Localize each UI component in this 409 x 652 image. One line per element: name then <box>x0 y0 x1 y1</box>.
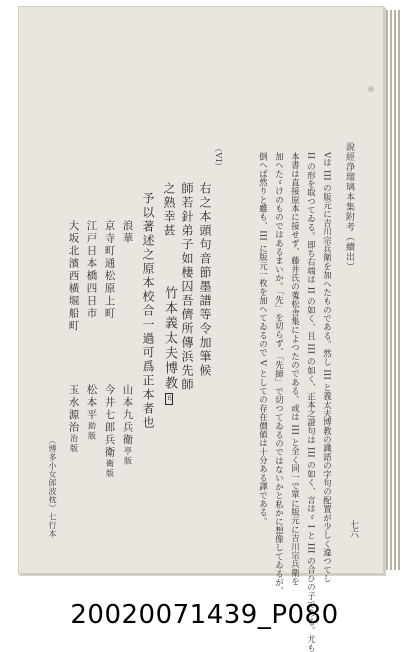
colophon-line: 之熟幸甚 <box>162 182 176 238</box>
colophon-line: 予以著述之原本校合一過可爲正本者也 <box>141 192 155 430</box>
publisher-name: 玉水源治治版 <box>67 384 80 454</box>
text-column: 倒へば然りと雖も、III に版元一枚を加へてゐるので V としての存在價値は十分ある譯である。 <box>258 152 269 526</box>
publisher-name: 松本平助版 <box>85 384 98 442</box>
image-caption: 20020071439_P080 <box>70 600 339 630</box>
page-number: 七六 <box>348 520 358 538</box>
footnote: （博多小女郎波枕）七行本 <box>48 436 57 538</box>
publisher-name: 今井七郎兵衛衛版 <box>103 384 116 479</box>
author-name: 竹本義太夫博教 <box>162 286 177 391</box>
binding-hole <box>368 86 374 92</box>
colophon-line: 右之本頭句音節墨譜等令加筆候 <box>198 182 212 378</box>
publisher-name: 山本九兵衛亭版 <box>121 384 134 467</box>
colophon-author <box>163 286 176 405</box>
publisher-place: 江戸日本橋四日市 <box>85 220 98 320</box>
running-header: 說經浄瑠璃本集附考（續出） <box>344 142 354 272</box>
text-column: 加へたゞけのものではあるまいか。「先」を切らず、「先師」で切つてゐるのではないかと私かに想像してゐるが、 <box>274 152 285 596</box>
page-edge <box>390 10 392 570</box>
section-marker: （VI） <box>214 144 223 171</box>
text-column: II の形を取つてゐる。即ち右端は II の如く、且 III の如く、正本之證句は III の如く、言はゞ I と III の合ひの子である。尤も <box>306 152 317 652</box>
text-column: Vは III の版元に吉川宗兵衛を加へたものである。然し III と義太夫博教の識語の字句の配置が少しく違つてし <box>322 152 333 583</box>
text-column: 本書は直接原本に接せず、藤井氏の蒐松舎集によつたのである。或は III と全く同一で單に版元に吉川宗兵衛を <box>290 152 301 586</box>
publisher-place: 京寺町通松原上町 <box>103 220 116 320</box>
publisher-place: 大坂北濱西橫堀船町 <box>67 220 80 333</box>
publisher-place: 浪華 <box>121 220 134 245</box>
author-seal: 印 <box>166 395 173 403</box>
colophon-line: 師若針弟子如棲囚吾儕所傳浜先師 <box>180 182 194 392</box>
page-edge <box>386 10 388 570</box>
page-edge <box>394 10 396 570</box>
page-edge <box>398 10 400 570</box>
